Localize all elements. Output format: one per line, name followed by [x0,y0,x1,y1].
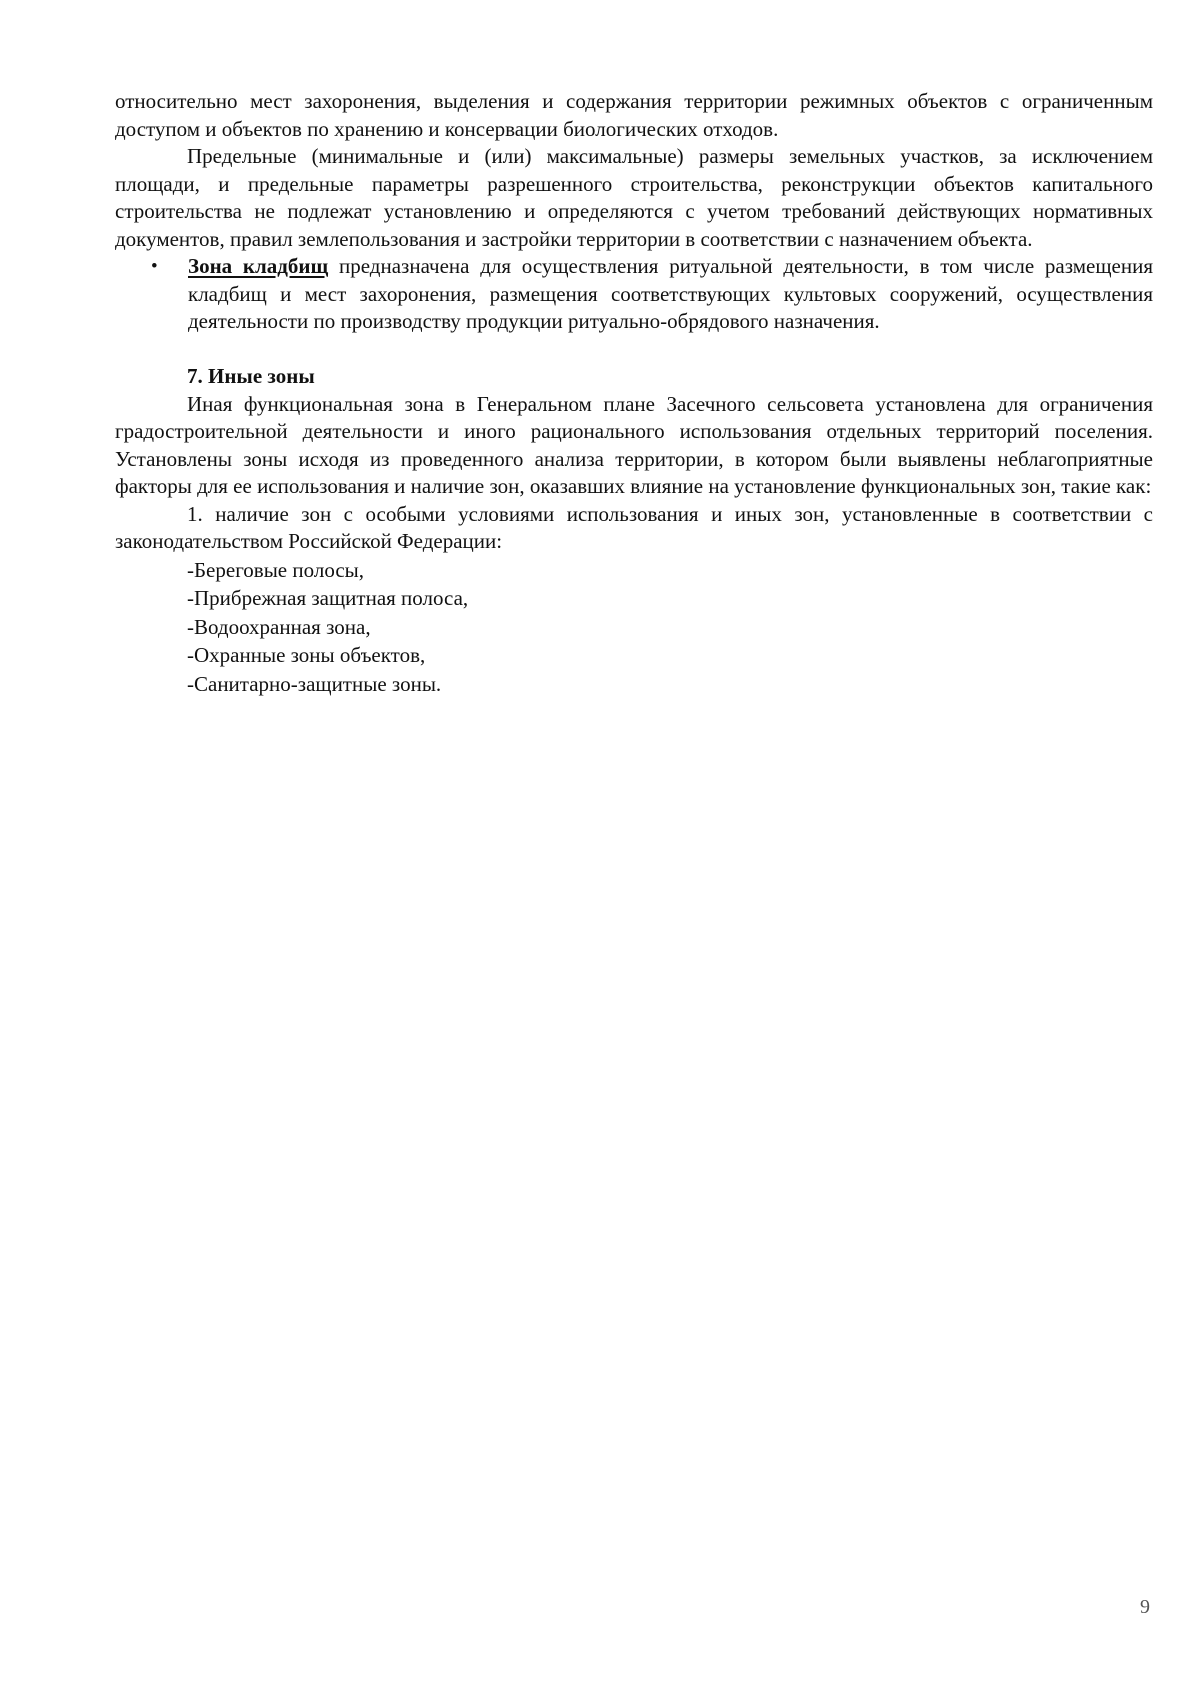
list-item: -Санитарно-защитные зоны. [187,671,442,696]
document-body [115,88,1153,698]
list-item: -Береговые полосы, [187,557,365,582]
list-item: -Охранные зоны объектов, [187,643,426,667]
zones-list [115,556,1153,699]
page-number: 9 [1140,1596,1150,1618]
paragraph-limits: Предельные (минимальные и (или) максимальные) размеры земельных участков, за исключением площади, и предельные параметры разрешенного строительства, реконструкции объектов капитального строительства не подлежат установлению и определяются с учетом требований действующих нормативных документов, правил землепользования и застройки территории в соответствии с назначением объекта. [115,144,1153,251]
term-cemetery-zone: Зона кладбищ [188,254,329,278]
bullet-description: предназначена для осуществления ритуальной деятельности, в том числе размещения кладбищ и мест захоронения, размещения соответствующих культовых сооружений, осуществления деятельности по производству продукции ритуально-обрядового назначения. [188,254,1153,333]
bullet-icon: • [151,256,158,277]
paragraph-other-zones: Иная функциональная зона в Генеральном плане Засечного сельсовета установлена для ограничения градостроительной деятельности и иного рационального использования отдельных территорий поселения. Установлены зоны исходя из проведенного анализа территории, в котором были выявлены неблагоприятные факторы для ее использования и наличие зон, оказавших влияние на установление функциональных зон, такие как: [115,391,1153,498]
list-item: -Прибрежная защитная полоса, [187,586,469,610]
bullet-item-cemetery-zone [115,253,1153,336]
section-heading: 7. Иные зоны [187,364,315,388]
list-item: -Водоохранная зона, [187,614,371,639]
bullet-text [188,253,1153,336]
paragraph-item-1: 1. наличие зон с особыми условиями использования и иных зон, установленные в соответствии с законодательством Российской Федерации: [115,501,1153,553]
paragraph-continuation: относительно мест захоронения, выделения и содержания территории режимных объектов с ограниченным доступом и объектов по хранению и консервации биологических отходов. [115,89,1153,141]
